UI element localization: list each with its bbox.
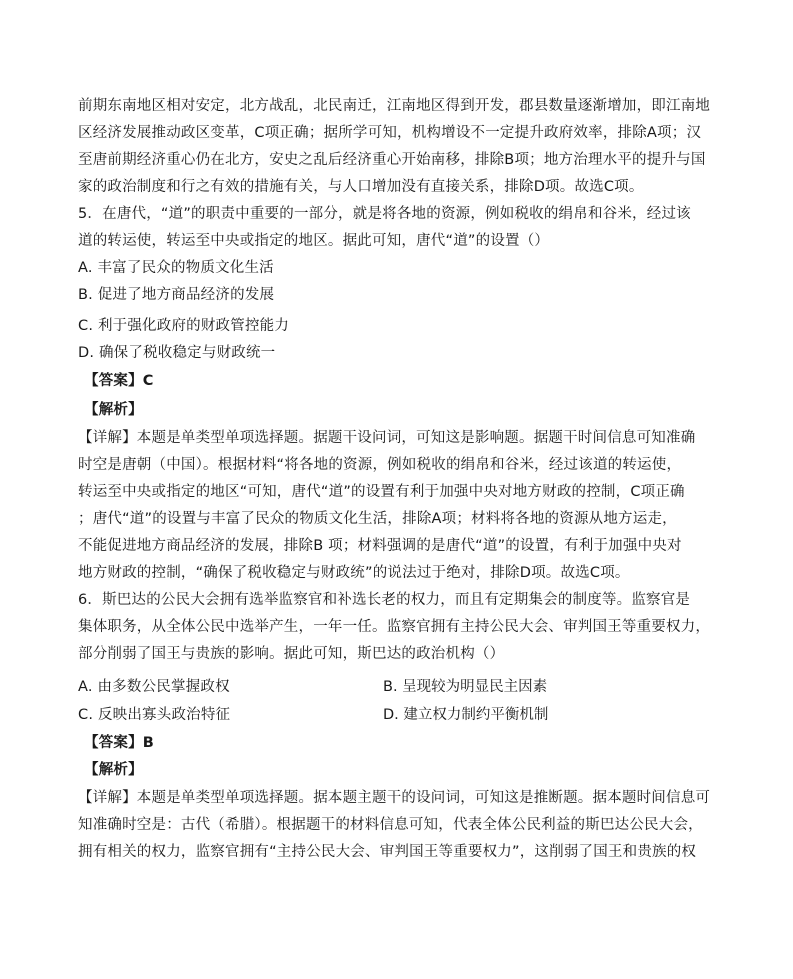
q6-analysis-label: 【解析】 <box>84 762 143 778</box>
q5-option-b: B. 促进了地方商品经济的发展 <box>78 287 275 303</box>
q5-option-d: D. 确保了税收稳定与财政统一 <box>78 345 276 361</box>
q5-option-c: C. 利于强化政府的财政管控能力 <box>78 318 290 334</box>
q5-option-a: A. 丰富了民众的物质文化生活 <box>78 260 274 276</box>
q5-detail-line-2: 时空是唐朝（中国）。根据材料“将各地的资源，例如税收的绢帛和谷米，经过该道的转运使， <box>78 457 682 473</box>
q5-detail-line-3: 转运至中央或指定的地区“可知，唐代“道”的设置有利于加强中央对地方财政的控制，C项正确 <box>78 484 685 500</box>
q6-stem-line-3: 部分削弱了国王与贵族的影响。据此可知，斯巴达的政治机构（） <box>78 646 505 662</box>
prev-analysis-line-1: 前期东南地区相对安定，北方战乱，北民南迁，江南地区得到开发，郡县数量逐渐增加，即江南地 <box>78 98 711 114</box>
q6-answer: 【答案】B <box>84 735 155 751</box>
q6-detail-line-2: 知准确时空是：古代（希腊）。根据题干的材料信息可知，代表全体公民利益的斯巴达公民大会， <box>78 817 703 833</box>
q5-analysis-label: 【解析】 <box>84 402 143 418</box>
q6-detail-line-1: 【详解】本题是单类型单项选择题。据本题主题干的设问词，可知这是推断题。据本题时间信息可 <box>78 790 711 806</box>
prev-analysis-line-4: 家的政治制度和行之有效的措施有关，与人口增加没有直接关系，排除D项。故选C项。 <box>78 179 644 195</box>
prev-analysis-line-3: 至唐前期经济重心仍在北方，安史之乱后经济重心开始南移，排除B项；地方治理水平的提升与国 <box>78 152 706 168</box>
q6-option-a: A. 由多数公民掌握政权 <box>78 679 230 695</box>
q5-answer: 【答案】C <box>84 373 154 389</box>
q5-detail-line-6: 地方财政的控制，“确保了税收稳定与财政统”的说法过于绝对，排除D项。故选C项。 <box>78 565 630 581</box>
q6-stem-line-1: 6．斯巴达的公民大会拥有选举监察官和补选长老的权力，而且有定期集会的制度等。监察官是 <box>78 592 691 608</box>
q5-detail-line-1: 【详解】本题是单类型单项选择题。据题干设问词，可知这是影响题。据题干时间信息可知准确 <box>78 430 696 446</box>
q5-detail-line-4: ；唐代“道”的设置与丰富了民众的物质文化生活，排除A项；材料将各地的资源从地方运走， <box>78 511 677 527</box>
q6-stem-line-2: 集体职务，从全体公民中选举产生，一年一任。监察官拥有主持公民大会、审判国王等重要权力， <box>78 619 711 635</box>
q6-option-b: B. 呈现较为明显民主因素 <box>383 679 548 695</box>
q5-detail-line-5: 不能促进地方商品经济的发展，排除B 项；材料强调的是唐代“道”的设置，有利于加强中央对 <box>78 538 682 554</box>
q6-detail-line-3: 拥有相关的权力，监察官拥有“主持公民大会、审判国王等重要权力”，这削弱了国王和贵族的权 <box>78 844 697 860</box>
prev-analysis-line-2: 区经济发展推动政区变革，C项正确；据所学可知，机构增设不一定提升政府效率，排除A项；汉 <box>78 125 702 141</box>
q5-stem-line-1: 5．在唐代，“道”的职责中重要的一部分，就是将各地的资源，例如税收的绢帛和谷米，经过该 <box>78 206 691 222</box>
q6-option-c: C. 反映出寡头政治特征 <box>78 707 231 723</box>
q6-option-d: D. 建立权力制约平衡机制 <box>383 707 549 723</box>
q5-stem-line-2: 道的转运使，转运至中央或指定的地区。据此可知，唐代“道”的设置（） <box>78 233 550 249</box>
